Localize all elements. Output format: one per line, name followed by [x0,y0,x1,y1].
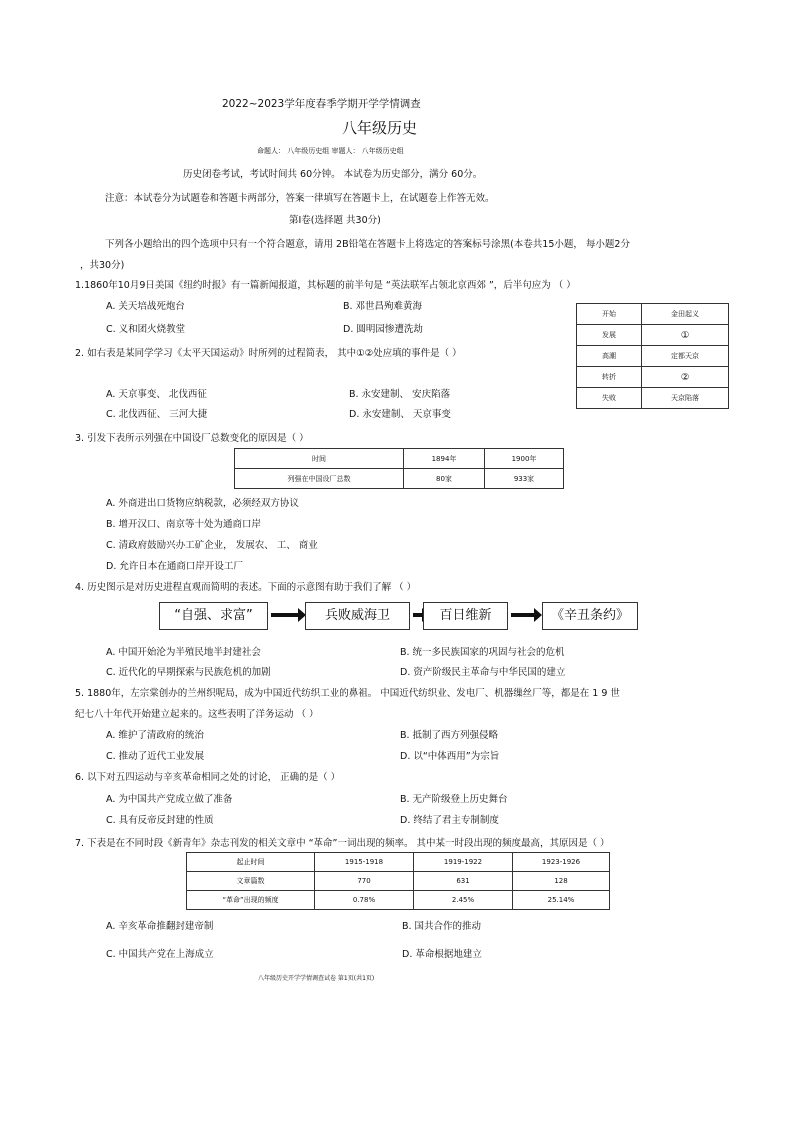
q4-option-a: A. 中国开始沦为半殖民地半封建社会 [106,647,261,658]
q6-option-a: A. 为中国共产党成立做了准备 [106,794,233,805]
q3-header-1900: 1900年 [485,449,564,469]
subject-title: 八年级历史 [342,119,418,137]
q7-header-1923: 1923-1926 [513,853,610,872]
q4-option-b: B. 统一多民族国家的巩固与社会的危机 [400,647,565,658]
taiping-stage-2: 发展 [577,325,642,346]
q7-header-1919: 1919-1922 [414,853,513,872]
q2-option-c: C. 北伐西征、 三河大捷 [106,409,208,420]
q3-option-a: A. 外商进出口货物应纳税款，必须经双方协议 [106,498,299,509]
q1-option-c: C. 义和团火烧教堂 [106,324,186,335]
q7-row2-label: “革命”出现的频度 [187,891,315,910]
q7-row2-val1: 0.78% [315,891,414,910]
flow-step-2: 兵败威海卫 [305,602,410,630]
q6-option-b: B. 无产阶级登上历史舞台 [400,794,508,805]
q5-option-b: B. 抵制了西方列强侵略 [400,730,499,741]
flow-arrow-2 [413,613,423,617]
q3-row-label: 列强在中国设厂总数 [235,469,404,489]
q2-option-d: D. 永安建制、 天京事变 [349,409,451,420]
q7-table [186,852,610,910]
q6-option-d: D. 终结了君主专制制度 [400,815,499,826]
q7-option-c: C. 中国共产党在上海成立 [106,949,214,960]
q7-row1-val1: 770 [315,872,414,891]
q4-stem: 4. 历史图示是对历史进程直观而简明的表述。下面的示意图有助于我们了解 （ ） [75,582,417,593]
notice-line: 注意：本试卷分为试题卷和答题卡两部分，答案一律填写在答题卡上，在试题卷上作答无效。 [105,193,495,204]
q5-stem-line-2: 纪七八十年代开始建立起来的。这些表明了洋务运动 （ ） [75,709,319,720]
taiping-event-3: 定都天京 [642,346,729,367]
q1-stem: 1.1860年10月9日美国《纽约时报》有一篇新闻报道，其标题的前半句是 “英法联军占领北京西郊 ”，后半句应为 （ ） [75,280,576,291]
exam-info: 历史闭卷考试，考试时间共 60分钟。 本试卷为历史部分，满分 60分。 [183,169,483,180]
flow-arrow-1 [271,613,299,617]
q3-option-c: C. 清政府鼓励兴办工矿企业， 发展农、 工、 商业 [106,540,318,551]
q2-stem: 2. 如右表是某同学学习《太平天国运动》时所列的过程简表， 其中①②处应填的事件是（ ） [75,348,462,359]
taiping-event-5: 天京陷落 [642,388,729,409]
flow-arrow-3 [511,613,535,617]
q6-stem: 6. 以下对五四运动与辛亥革命相同之处的讨论， 正确的是（ ） [75,772,341,783]
page-footer: 八年级历史开学学情调查试卷 第1页(共1页) [258,975,375,982]
q5-option-d: D. 以“中体西用”为宗旨 [400,751,500,762]
taiping-stage-5: 失败 [577,388,642,409]
q3-row-1900: 933家 [485,469,564,489]
q7-option-a: A. 辛亥革命推翻封建帝制 [106,921,214,932]
q3-stem: 3. 引发下表所示列强在中国设厂总数变化的原因是（ ） [75,433,309,444]
flow-step-4: 《辛丑条约》 [542,602,638,630]
instructions-line-1: 下列各小题给出的四个选项中只有一个符合题意，请用 2B铅笔在答题卡上将选定的答案标号涂黑(本卷共15小题， 每小题2分 [105,239,630,250]
taiping-stage-4: 转折 [577,367,642,388]
q3-table [234,448,564,489]
taiping-table [576,303,729,409]
instructions-line-2: ，共30分) [80,260,125,271]
flow-step-3: 百日维新 [423,602,508,630]
taiping-stage-3: 高潮 [577,346,642,367]
taiping-event-2: ① [642,325,729,346]
taiping-stage-1: 开始 [577,304,642,325]
q7-option-b: B. 国共合作的推动 [402,921,482,932]
q5-option-c: C. 推动了近代工业发展 [106,751,205,762]
q7-row1-label: 文章篇数 [187,872,315,891]
taiping-event-1: 金田起义 [642,304,729,325]
q4-option-d: D. 资产阶级民主革命与中华民国的建立 [400,667,566,678]
q3-header-1894: 1894年 [404,449,485,469]
q1-option-d: D. 圆明园惨遭洗劫 [343,324,423,335]
q5-option-a: A. 维护了清政府的统治 [106,730,204,741]
q4-option-c: C. 近代化的早期探索与民族危机的加剧 [106,667,271,678]
q7-header-period: 起止时间 [187,853,315,872]
q7-row2-val3: 25.14% [513,891,610,910]
q1-option-b: B. 邓世昌殉难黄海 [343,301,423,312]
q1-option-a: A. 关天培战死炮台 [106,301,185,312]
q7-row1-val3: 128 [513,872,610,891]
q3-option-d: D. 允许日本在通商口岸开设工厂 [106,561,243,572]
q7-row1-val2: 631 [414,872,513,891]
flow-step-1: “自强、求富” [159,602,268,630]
q3-header-time: 时间 [235,449,404,469]
q3-row-1894: 80家 [404,469,485,489]
authors-line: 命题人： 八年级历史组 审题人： 八年级历史组 [257,147,404,155]
q7-header-1915: 1915-1918 [315,853,414,872]
section-title: 第Ⅰ卷(选择题 共30分) [289,215,381,226]
q7-stem: 7. 下表是在不同时段《新青年》杂志刊发的相关文章中 “革命”一词出现的频率。 其中某一时段出现的频度最高，其原因是（ ） [75,838,610,849]
q6-option-c: C. 具有反帝反封建的性质 [106,815,214,826]
q7-option-d: D. 革命根据地建立 [402,949,482,960]
exam-title: 2022~2023学年度春季学期开学学情调查 [222,98,421,110]
q3-option-b: B. 增开汉口、南京等十处为通商口岸 [106,519,262,530]
q7-row2-val2: 2.45% [414,891,513,910]
taiping-event-4: ② [642,367,729,388]
q2-option-b: B. 永安建制、 安庆陷落 [349,389,451,400]
q5-stem-line-1: 5. 1880年，左宗棠创办的兰州织呢局，成为中国近代纺织工业的鼻祖。 中国近代纺织业、发电厂、机器缫丝厂等，都是在 1 9 世 [75,688,620,699]
q2-option-a: A. 天京事变、 北伐西征 [106,389,207,400]
